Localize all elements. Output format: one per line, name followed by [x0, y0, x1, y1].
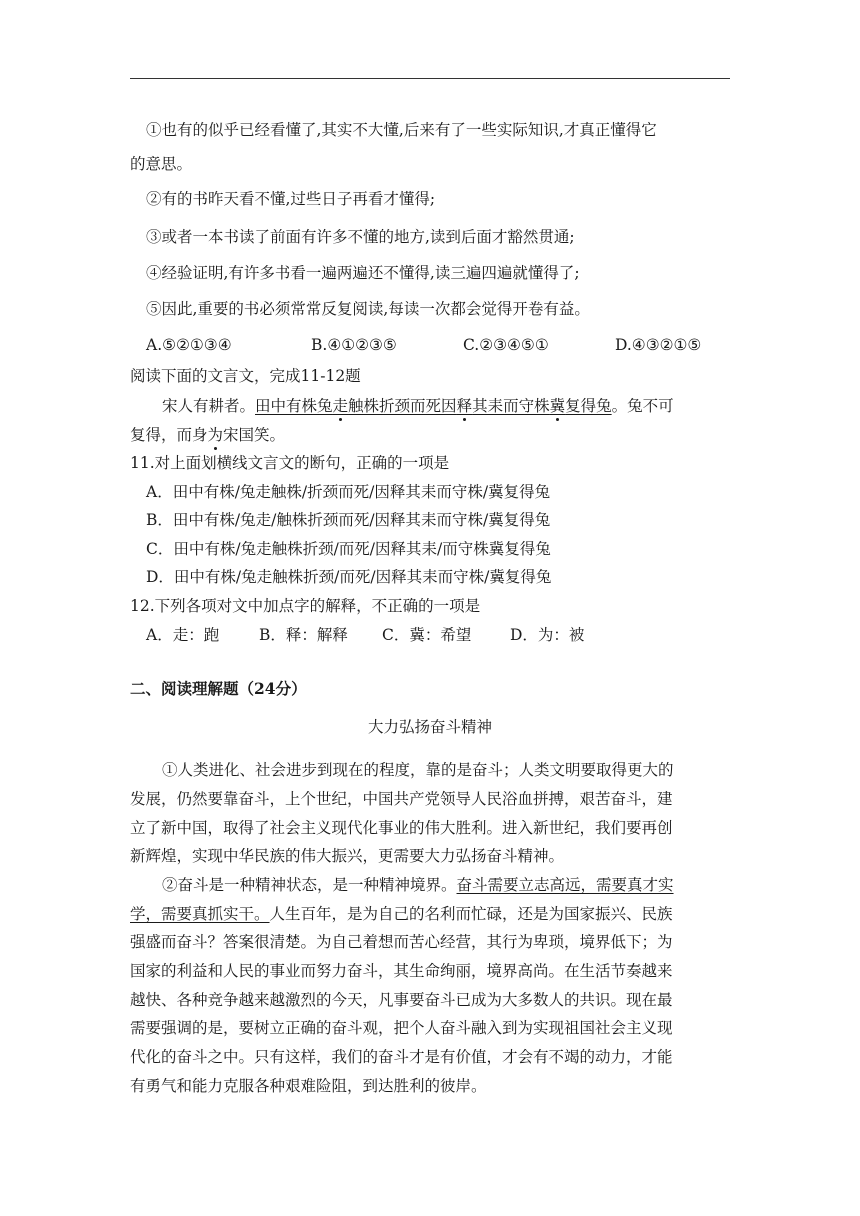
question-11-option-d: D．田中有株/兔走触株折颈/而死/因释其耒而守株/冀复得兔 — [146, 568, 552, 586]
dotted-char-ji: 冀 — [549, 397, 566, 415]
underlined-sentence: 奋斗需要立志高远，需要真才实 — [456, 876, 674, 894]
paragraph-text: ②奋斗是一种精神状态，是一种精神境界。 — [162, 876, 457, 894]
paragraph-text: 人生百年，是为自己的名利而忙碌，还是为国家振兴、民族 — [269, 905, 673, 923]
dotted-char-zou: 走 — [332, 397, 349, 415]
question-12-option-d: D．为：被 — [510, 626, 585, 644]
article-p2-line-4: 国家的利益和人民的事业而努力奋斗，其生命绚丽，境界高尚。在生活节奏越来 — [130, 962, 673, 980]
passage-continuation: 。兔不可 — [611, 397, 674, 415]
article-p1-line-1: ①人类进化、社会进步到现在的程度，靠的是奋斗；人类文明要取得更大的 — [162, 761, 674, 779]
question-12-option-c: C．冀：希望 — [382, 626, 472, 644]
article-p1-line-4: 新辉煌，实现中华民族的伟大振兴，更需要大力弘扬奋斗精神。 — [130, 847, 565, 865]
order-option-c: C.②③④⑤① — [463, 336, 549, 354]
passage-text: 宋国笑。 — [223, 426, 286, 444]
underlined-text: 复得兔 — [565, 397, 612, 415]
sentence-1-line-1: ①也有的似乎已经看懂了,其实不大懂,后来有了一些实际知识,才真正懂得它 — [146, 121, 657, 139]
underlined-segment — [255, 397, 612, 415]
question-11-option-b: B．田中有株/兔走/触株折颈而死/因释其耒而守株/冀复得兔 — [146, 511, 551, 529]
question-12-option-a: A．走：跑 — [146, 626, 220, 644]
article-p2-line-5: 越快、各种竞争越来越激烈的今天，凡事要奋斗已成为大多数人的共识。现在最 — [130, 991, 673, 1009]
sentence-1-line-2: 的意思。 — [130, 155, 193, 173]
article-p2-line-2 — [130, 903, 673, 925]
question-11-stem: 11.对上面划横线文言文的断句，正确的一项是 — [130, 454, 450, 472]
order-option-d: D.④③②①⑤ — [615, 336, 702, 354]
question-11-option-c: C．田中有株/兔走触株折颈/而死/因释其耒/而守株冀复得兔 — [146, 540, 551, 558]
dotted-char-wei: 为 — [207, 426, 224, 444]
classical-passage-line-2 — [130, 424, 285, 446]
passage-text: 复得，而身 — [130, 426, 208, 444]
header-rule — [130, 78, 730, 79]
order-option-a: A.⑤②①③④ — [146, 336, 232, 354]
passage-opening: 宋人有耕者。 — [162, 397, 256, 415]
article-title: 大力弘扬奋斗精神 — [367, 718, 492, 736]
underlined-text: 田中有株兔 — [255, 397, 333, 415]
underlined-text: 其耒而守株 — [472, 397, 550, 415]
sentence-2: ②有的书昨天看不懂,过些日子再看才懂得; — [146, 190, 436, 208]
underlined-text: 触株折颈而死因 — [348, 397, 457, 415]
dotted-char-shi: 释 — [456, 397, 473, 415]
question-12-option-b: B．释：解释 — [259, 626, 348, 644]
article-p1-line-2: 发展，仍然要靠奋斗，上个世纪，中国共产党领导人民浴血拼搏，艰苦奋斗，建 — [130, 790, 673, 808]
section-heading: 二、阅读理解题（24分） — [130, 679, 307, 698]
sentence-4: ④经验证明,有许多书看一遍两遍还不懂得,读三遍四遍就懂得了; — [146, 264, 580, 282]
article-p2-line-7: 代化的奋斗之中。只有这样，我们的奋斗才是有价值，才会有不竭的动力，才能 — [130, 1048, 673, 1066]
article-p2-line-3: 强盛而奋斗？答案很清楚。为自己着想而苦心经营，其行为卑琐，境界低下；为 — [130, 933, 673, 951]
order-option-b: B.④①②③⑤ — [311, 336, 397, 354]
question-11-option-a: A．田中有株/兔走触株/折颈而死/因释其耒而守株/冀复得兔 — [146, 483, 551, 501]
sentence-5: ⑤因此,重要的书必须常常反复阅读,每读一次都会觉得开卷有益。 — [146, 300, 590, 318]
article-p2-line-6: 需要强调的是，要树立正确的奋斗观，把个人奋斗融入到为实现祖国社会主义现 — [130, 1019, 673, 1037]
classical-passage-line-1 — [162, 395, 674, 417]
classical-instruction: 阅读下面的文言文，完成11-12题 — [130, 367, 361, 385]
sentence-3: ③或者一本书读了前面有许多不懂的地方,读到后面才豁然贯通; — [146, 228, 575, 246]
article-p1-line-3: 立了新中国，取得了社会主义现代化事业的伟大胜利。进入新世纪，我们要再创 — [130, 819, 673, 837]
article-p2-line-1 — [162, 874, 674, 896]
question-12-stem: 12.下列各项对文中加点字的解释，不正确的一项是 — [130, 597, 481, 615]
underlined-sentence: 学，需要真抓实干。 — [130, 905, 270, 923]
article-p2-line-8: 有勇气和能力克服各种艰难险阻，到达胜利的彼岸。 — [130, 1077, 487, 1095]
